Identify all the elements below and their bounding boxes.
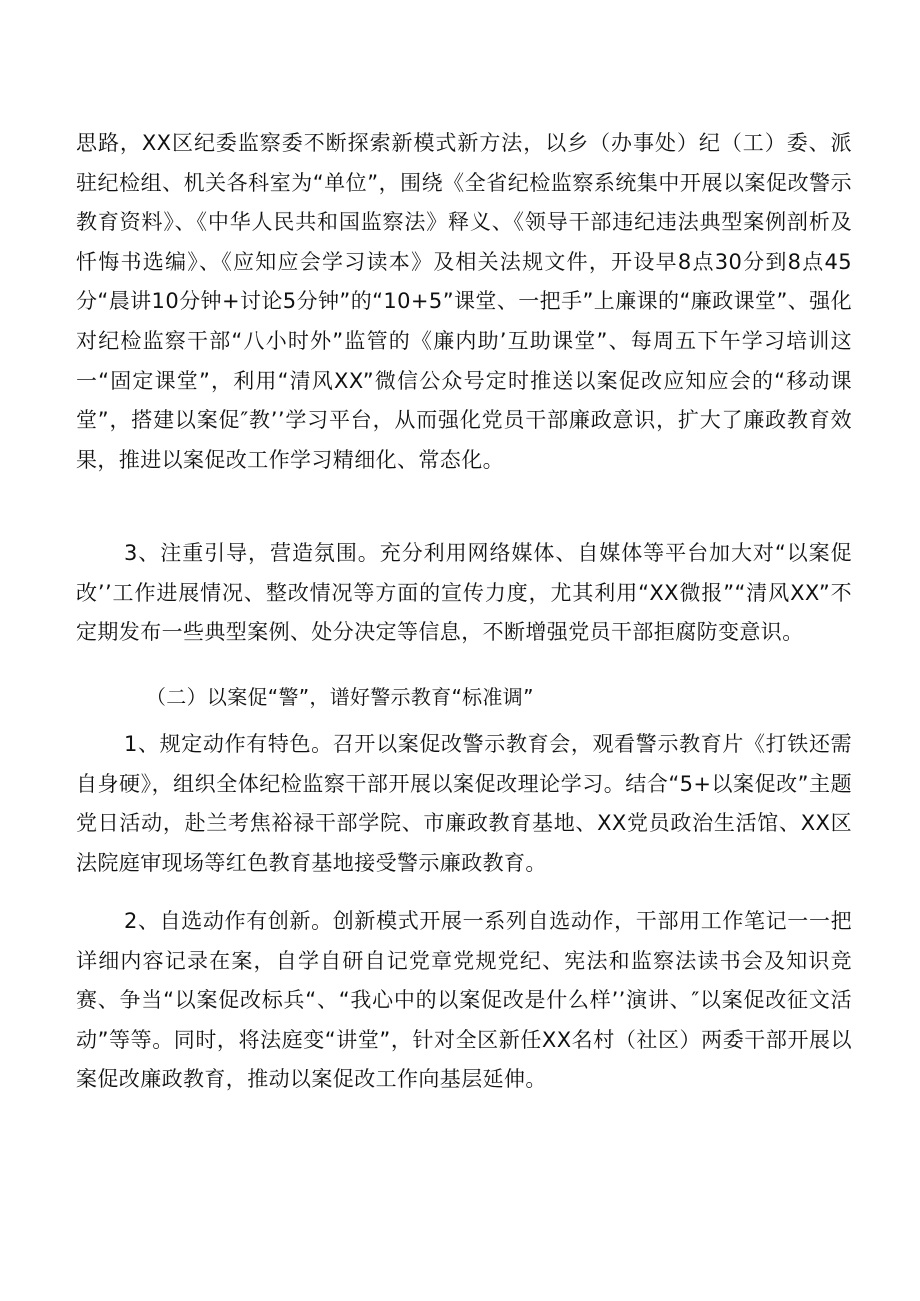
paragraph-optional-actions: 2、自选动作有创新。创新模式开展一系列自选动作，干部用工作笔记一一把详细内容记录在案，自学自研自记党章党规党纪、宪法和监察法读书会及知识竞赛、争当“以案促改标兵“、“我心中的以案促改是什么样’’演讲、″以案促改征文活动”等等。同时，将法庭变“讲堂”，针对全区新任XX名村（社区）两委干部开展以案促改廉政教育，推动以案促改工作向基层延伸。 <box>76 909 852 1092</box>
paragraph-study-platform: 思路，XX区纪委监察委不断探索新模式新方法，以乡（办事处）纪（工）委、派驻纪检组、机关各科室为“单位”，围绕《全省纪检监察系统集中开展以案促改警示教育资料》、《中华人民共和国监察法》释义、《领导干部违纪违法典型案例剖析及忏悔书选编》、《应知应会学习读本》及相关法规文件，开设早8点30分到8点45分“晨讲10分钟+讨论5分钟”的“10+5”课堂、一把手”上廉课的“廉政课堂”、强化对纪检监察干部“八小时外”监管的《廉内助’互助课堂”、每周五下午学习培训这一“固定课堂”，利用“清风XX”微信公众号定时推送以案促改应知应会的“移动课堂”，搭建以案促″教’’学习平台，从而强化党员干部廉政意识，扩大了廉政教育效果，推进以案促改工作学习精细化、常态化。 <box>76 131 852 472</box>
section-heading: （二）以案促“警”，谱好警示教育“标准调” <box>146 685 534 709</box>
paragraph-guidance-atmosphere: 3、注重引导，营造氛围。充分利用网络媒体、自媒体等平台加大对“以案促改’’工作进展情况、整改情况等方面的宣传力度，尤其利用“XX微报”“清风XX”不定期发布一些典型案例、处分决定等信息，不断增强党员干部拒腐防变意识。 <box>76 541 852 645</box>
paragraph-prescribed-actions: 1、规定动作有特色。召开以案促改警示教育会，观看警示教育片《打铁还需自身硬》，组织全体纪检监察干部开展以案促改理论学习。结合“5+以案促改”主题党日活动，赴兰考焦裕禄干部学院、市廉政教育基地、XX党员政治生活馆、XX区法院庭审现场等红色教育基地接受警示廉政教育。 <box>76 732 852 875</box>
